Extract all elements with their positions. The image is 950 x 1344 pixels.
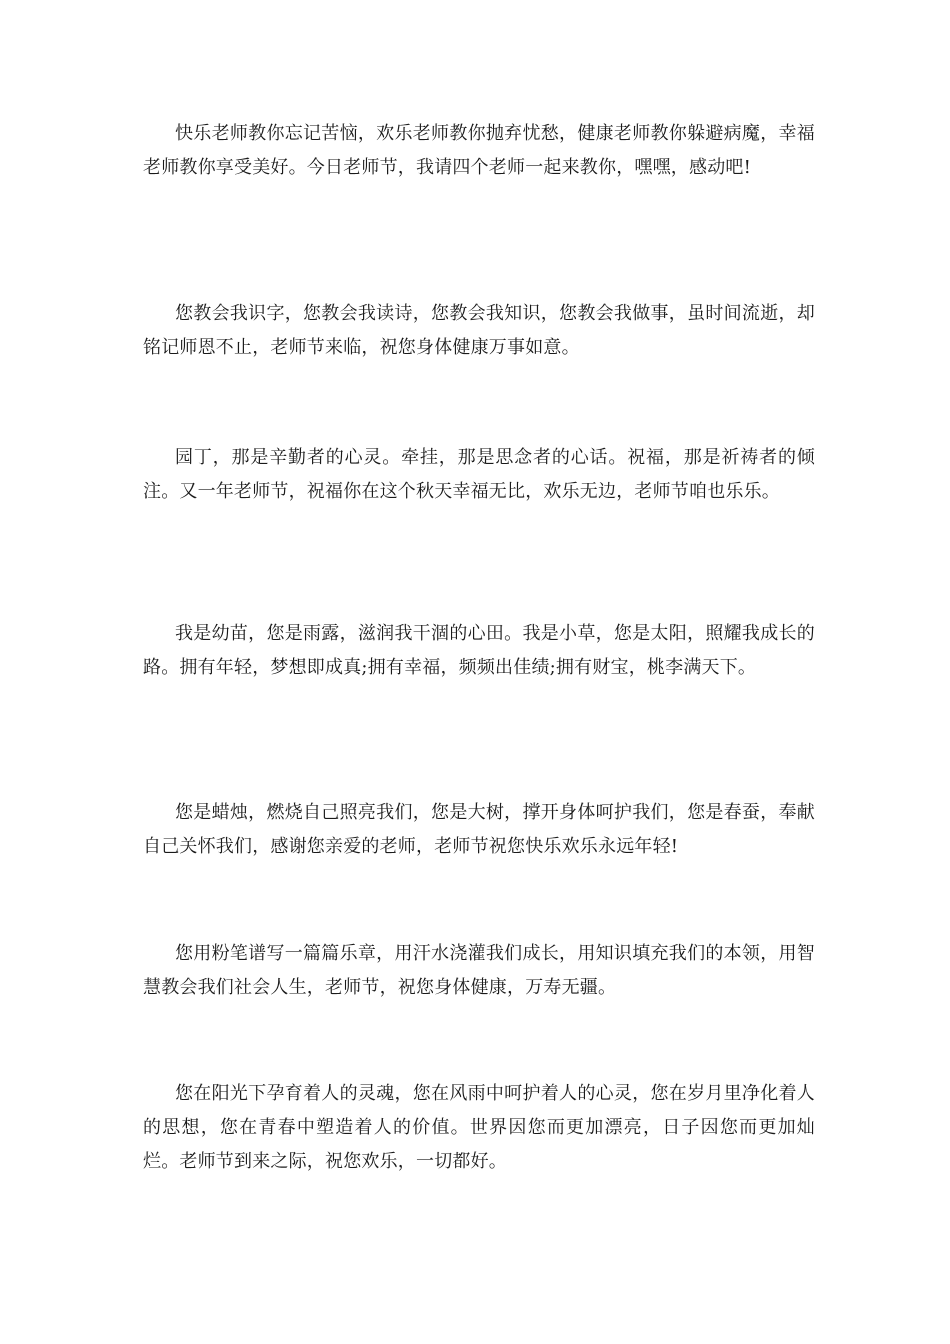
paragraph-3: 园丁，那是辛勤者的心灵。牵挂，那是思念者的心话。祝福，那是祈祷者的倾注。又一年老师节，祝福你在这个秋天幸福无比，欢乐无边，老师节咱也乐乐。: [143, 447, 815, 502]
paragraph-7: 您在阳光下孕育着人的灵魂，您在风雨中呵护着人的心灵，您在岁月里净化着人的思想，您在青春中塑造着人的价值。世界因您而更加漂亮，日子因您而更加灿烂。老师节到来之际，祝您欢乐，一切都好。: [143, 1083, 815, 1172]
paragraph-2: 您教会我识字，您教会我读诗，您教会我知识，您教会我做事，虽时间流逝，却铭记师恩不止，老师节来临，祝您身体健康万事如意。: [143, 303, 815, 358]
paragraph-4: 我是幼苗，您是雨露，滋润我干涸的心田。我是小草，您是太阳，照耀我成长的路。拥有年轻，梦想即成真;拥有幸福，频频出佳绩;拥有财宝，桃李满天下。: [143, 623, 815, 678]
paragraph-1: 快乐老师教你忘记苦恼，欢乐老师教你抛弃忧愁，健康老师教你躲避病魔，幸福老师教你享受美好。今日老师节，我请四个老师一起来教你，嘿嘿，感动吧!: [143, 123, 815, 178]
paragraph-6: 您用粉笔谱写一篇篇乐章，用汗水浇灌我们成长，用知识填充我们的本领，用智慧教会我们社会人生，老师节，祝您身体健康，万寿无疆。: [143, 943, 815, 998]
paragraph-5: 您是蜡烛，燃烧自己照亮我们，您是大树，撑开身体呵护我们，您是春蚕，奉献自己关怀我们，感谢您亲爱的老师，老师节祝您快乐欢乐永远年轻!: [143, 802, 815, 857]
